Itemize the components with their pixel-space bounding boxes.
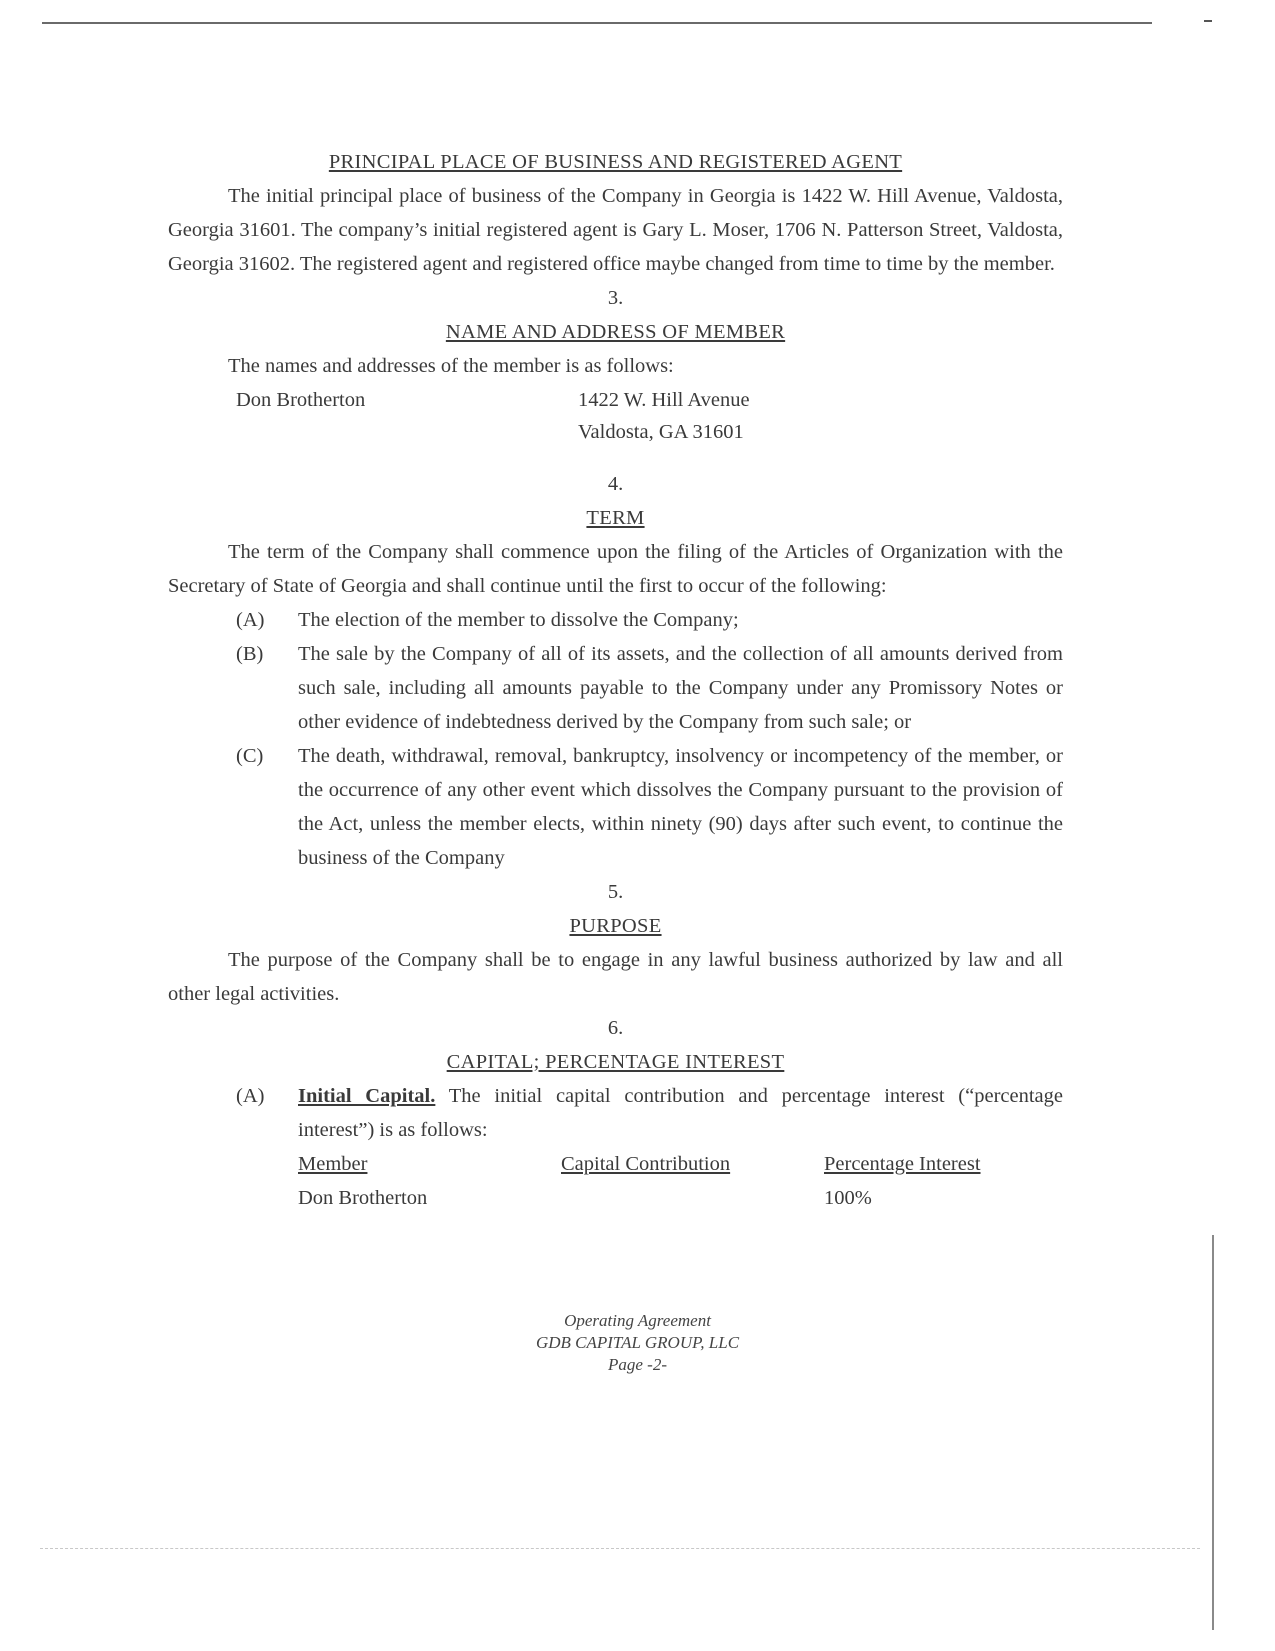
- table-header-capital-contribution: Capital Contribution: [561, 1153, 731, 1175]
- footer-company: GDB CAPITAL GROUP, LLC: [535, 1333, 740, 1352]
- section6-number: 6.: [607, 1017, 624, 1039]
- table-cell-member: Don Brotherton: [298, 1187, 428, 1209]
- term-item-b: [236, 637, 1063, 739]
- table-header-percentage-interest: Percentage Interest: [824, 1153, 981, 1175]
- member-address-row2: [168, 415, 1063, 449]
- section4-heading: TERM: [586, 507, 645, 529]
- capital-item-label: (A): [236, 1085, 265, 1107]
- term-item-text: The election of the member to dissolve the Company;: [298, 609, 739, 631]
- term-item-a: [236, 603, 1063, 637]
- section4-intro: The term of the Company shall commence upon the filing of the Articles of Organization with the Secretary of State of Georgia and shall continue until the first to occur of the following:: [168, 541, 1063, 597]
- term-item-label: (B): [236, 643, 264, 665]
- capital-item-text: The initial capital contribution and percentage interest (“percentage interest”) is as follows:: [298, 1085, 1063, 1141]
- member-name: Don Brotherton: [236, 389, 366, 411]
- scan-right-edge: [1212, 1235, 1214, 1630]
- table-header-member: Member: [298, 1153, 368, 1175]
- member-address-line2: Valdosta, GA 31601: [578, 421, 744, 443]
- table-cell-percentage-interest: 100%: [824, 1187, 872, 1209]
- section5-body: The purpose of the Company shall be to engage in any lawful business authorized by law and all other legal activities.: [168, 949, 1063, 1005]
- scan-top-rule: [42, 22, 1152, 24]
- page-footer: [0, 1310, 1275, 1376]
- term-item-c: [236, 739, 1063, 875]
- capital-item-body: [298, 1079, 1063, 1147]
- term-item-text: The death, withdrawal, removal, bankruptcy, insolvency or incompetency of the member, or the occurrence of any other event which dissolves the Company pursuant to the provision of the Act, unless the member elects, within ninety (90) days after such event, to continue the business of the Company: [298, 745, 1063, 869]
- document-page: [168, 145, 1063, 1215]
- section3-intro: The names and addresses of the member is as follows:: [228, 355, 674, 377]
- member-address-row: [168, 383, 1063, 415]
- capital-item-a: [236, 1079, 1063, 1147]
- capital-item-title: Initial Capital.: [298, 1085, 436, 1107]
- footer-title: Operating Agreement: [564, 1311, 711, 1330]
- term-item-label: (A): [236, 609, 265, 631]
- capital-table: [298, 1147, 1063, 1215]
- term-item-text: The sale by the Company of all of its assets, and the collection of all amounts derived from such sale, including all amounts payable to the Company under any Promissory Notes or other evidence of indebtedness derived by the Company from such sale; or: [298, 643, 1063, 733]
- section5-number: 5.: [607, 881, 624, 903]
- section3-number: 3.: [607, 287, 624, 309]
- section4-number: 4.: [607, 473, 624, 495]
- scan-tick-mark: [1204, 20, 1212, 22]
- term-item-label: (C): [236, 745, 264, 767]
- section2-heading: PRINCIPAL PLACE OF BUSINESS AND REGISTERED AGENT: [328, 151, 903, 173]
- section5-heading: PURPOSE: [569, 915, 662, 937]
- section6-heading: CAPITAL; PERCENTAGE INTEREST: [446, 1051, 785, 1073]
- footer-page-number: Page -2-: [607, 1355, 667, 1374]
- section3-heading: NAME AND ADDRESS OF MEMBER: [445, 321, 786, 343]
- member-address-line1: 1422 W. Hill Avenue: [578, 389, 750, 411]
- section2-body: The initial principal place of business of the Company in Georgia is 1422 W. Hill Avenue, Valdosta, Georgia 31601. The company’s initial registered agent is Gary L. Moser, 1706 N. Patterson Street, Valdosta, Georgia 31602. The registered agent and registered office maybe changed from time to time by the member.: [168, 185, 1063, 275]
- scan-bottom-rule: [40, 1548, 1200, 1549]
